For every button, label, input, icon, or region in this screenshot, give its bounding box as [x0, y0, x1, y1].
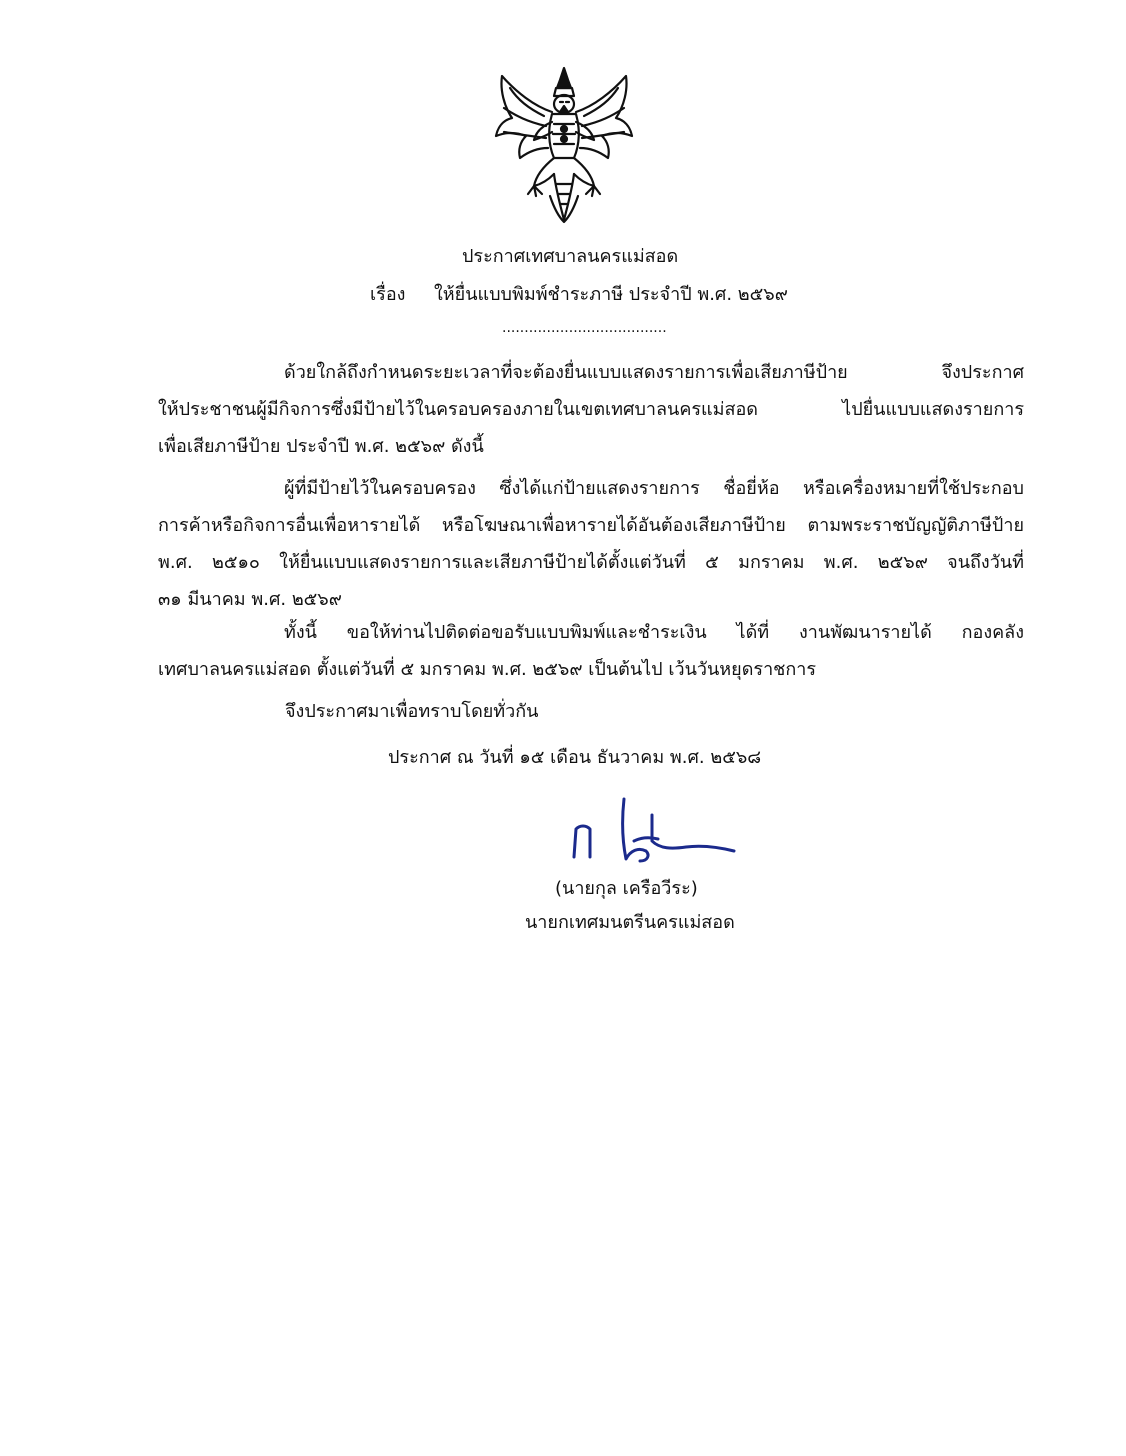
- paragraph-line: ทั้งนี้ ขอให้ท่านไปติดต่อขอรับแบบพิมพ์และชำระเงิน ได้ที่ งานพัฒนารายได้ กองคลัง: [284, 622, 1024, 643]
- paragraph-3: [158, 614, 1024, 688]
- separator-dots: .....................................: [502, 320, 667, 336]
- paragraph-line: พ.ศ. ๒๕๑๐ ให้ยื่นแบบแสดงรายการและเสียภาษีป้ายได้ตั้งแต่วันที่ ๕ มกราคม พ.ศ. ๒๕๖๙ จนถึงวันที่: [158, 552, 1024, 573]
- announcement-date: ประกาศ ณ วันที่ ๑๕ เดือน ธันวาคม พ.ศ. ๒๕๖๘: [388, 747, 762, 768]
- paragraph-line: ด้วยใกล้ถึงกำหนดระยะเวลาที่จะต้องยื่นแบบแสดงรายการเพื่อเสียภาษีป้าย จึงประกาศ: [284, 362, 1024, 383]
- paragraph-line: ให้ประชาชนผู้มีกิจการซึ่งมีป้ายไว้ในครอบครองภายในเขตเทศบาลนครแม่สอด ไปยื่นแบบแสดงรายการ: [158, 399, 1024, 420]
- paragraph-2: [158, 470, 1024, 618]
- paragraph-line: เทศบาลนครแม่สอด ตั้งแต่วันที่ ๕ มกราคม พ.ศ. ๒๕๖๙ เป็นต้นไป เว้นวันหยุดราชการ: [158, 659, 817, 680]
- paragraph-line: ผู้ที่มีป้ายไว้ในครอบครอง ซึ่งได้แก่ป้ายแสดงรายการ ชื่อยี่ห้อ หรือเครื่องหมายที่ใช้ประกอบ: [284, 478, 1024, 499]
- closing-statement: จึงประกาศมาเพื่อทราบโดยทั่วกัน: [285, 701, 539, 722]
- subject-label: เรื่อง: [370, 284, 406, 305]
- paragraph-1: [158, 354, 1024, 465]
- subject-text: ให้ยื่นแบบพิมพ์ชำระภาษี ประจำปี พ.ศ. ๒๕๖๙: [434, 284, 788, 305]
- handwritten-signature-icon: [568, 795, 738, 867]
- announcement-subject: [370, 283, 788, 307]
- paragraph-line: เพื่อเสียภาษีป้าย ประจำปี พ.ศ. ๒๕๖๙ ดังนี้: [158, 436, 484, 457]
- paragraph-line: การค้าหรือกิจการอื่นเพื่อหารายได้ หรือโฆษณาเพื่อหารายได้อันต้องเสียภาษีป้าย ตามพระราชบัญญัติภาษีป้าย: [158, 515, 1024, 536]
- garuda-emblem-icon: [490, 66, 638, 226]
- signer-name: (นายกุล เครือวีระ): [555, 878, 698, 899]
- paragraph-line: ๓๑ มีนาคม พ.ศ. ๒๕๖๙: [158, 589, 342, 610]
- signer-position: นายกเทศมนตรีนครแม่สอด: [525, 912, 735, 933]
- announcement-title: ประกาศเทศบาลนครแม่สอด: [462, 246, 679, 267]
